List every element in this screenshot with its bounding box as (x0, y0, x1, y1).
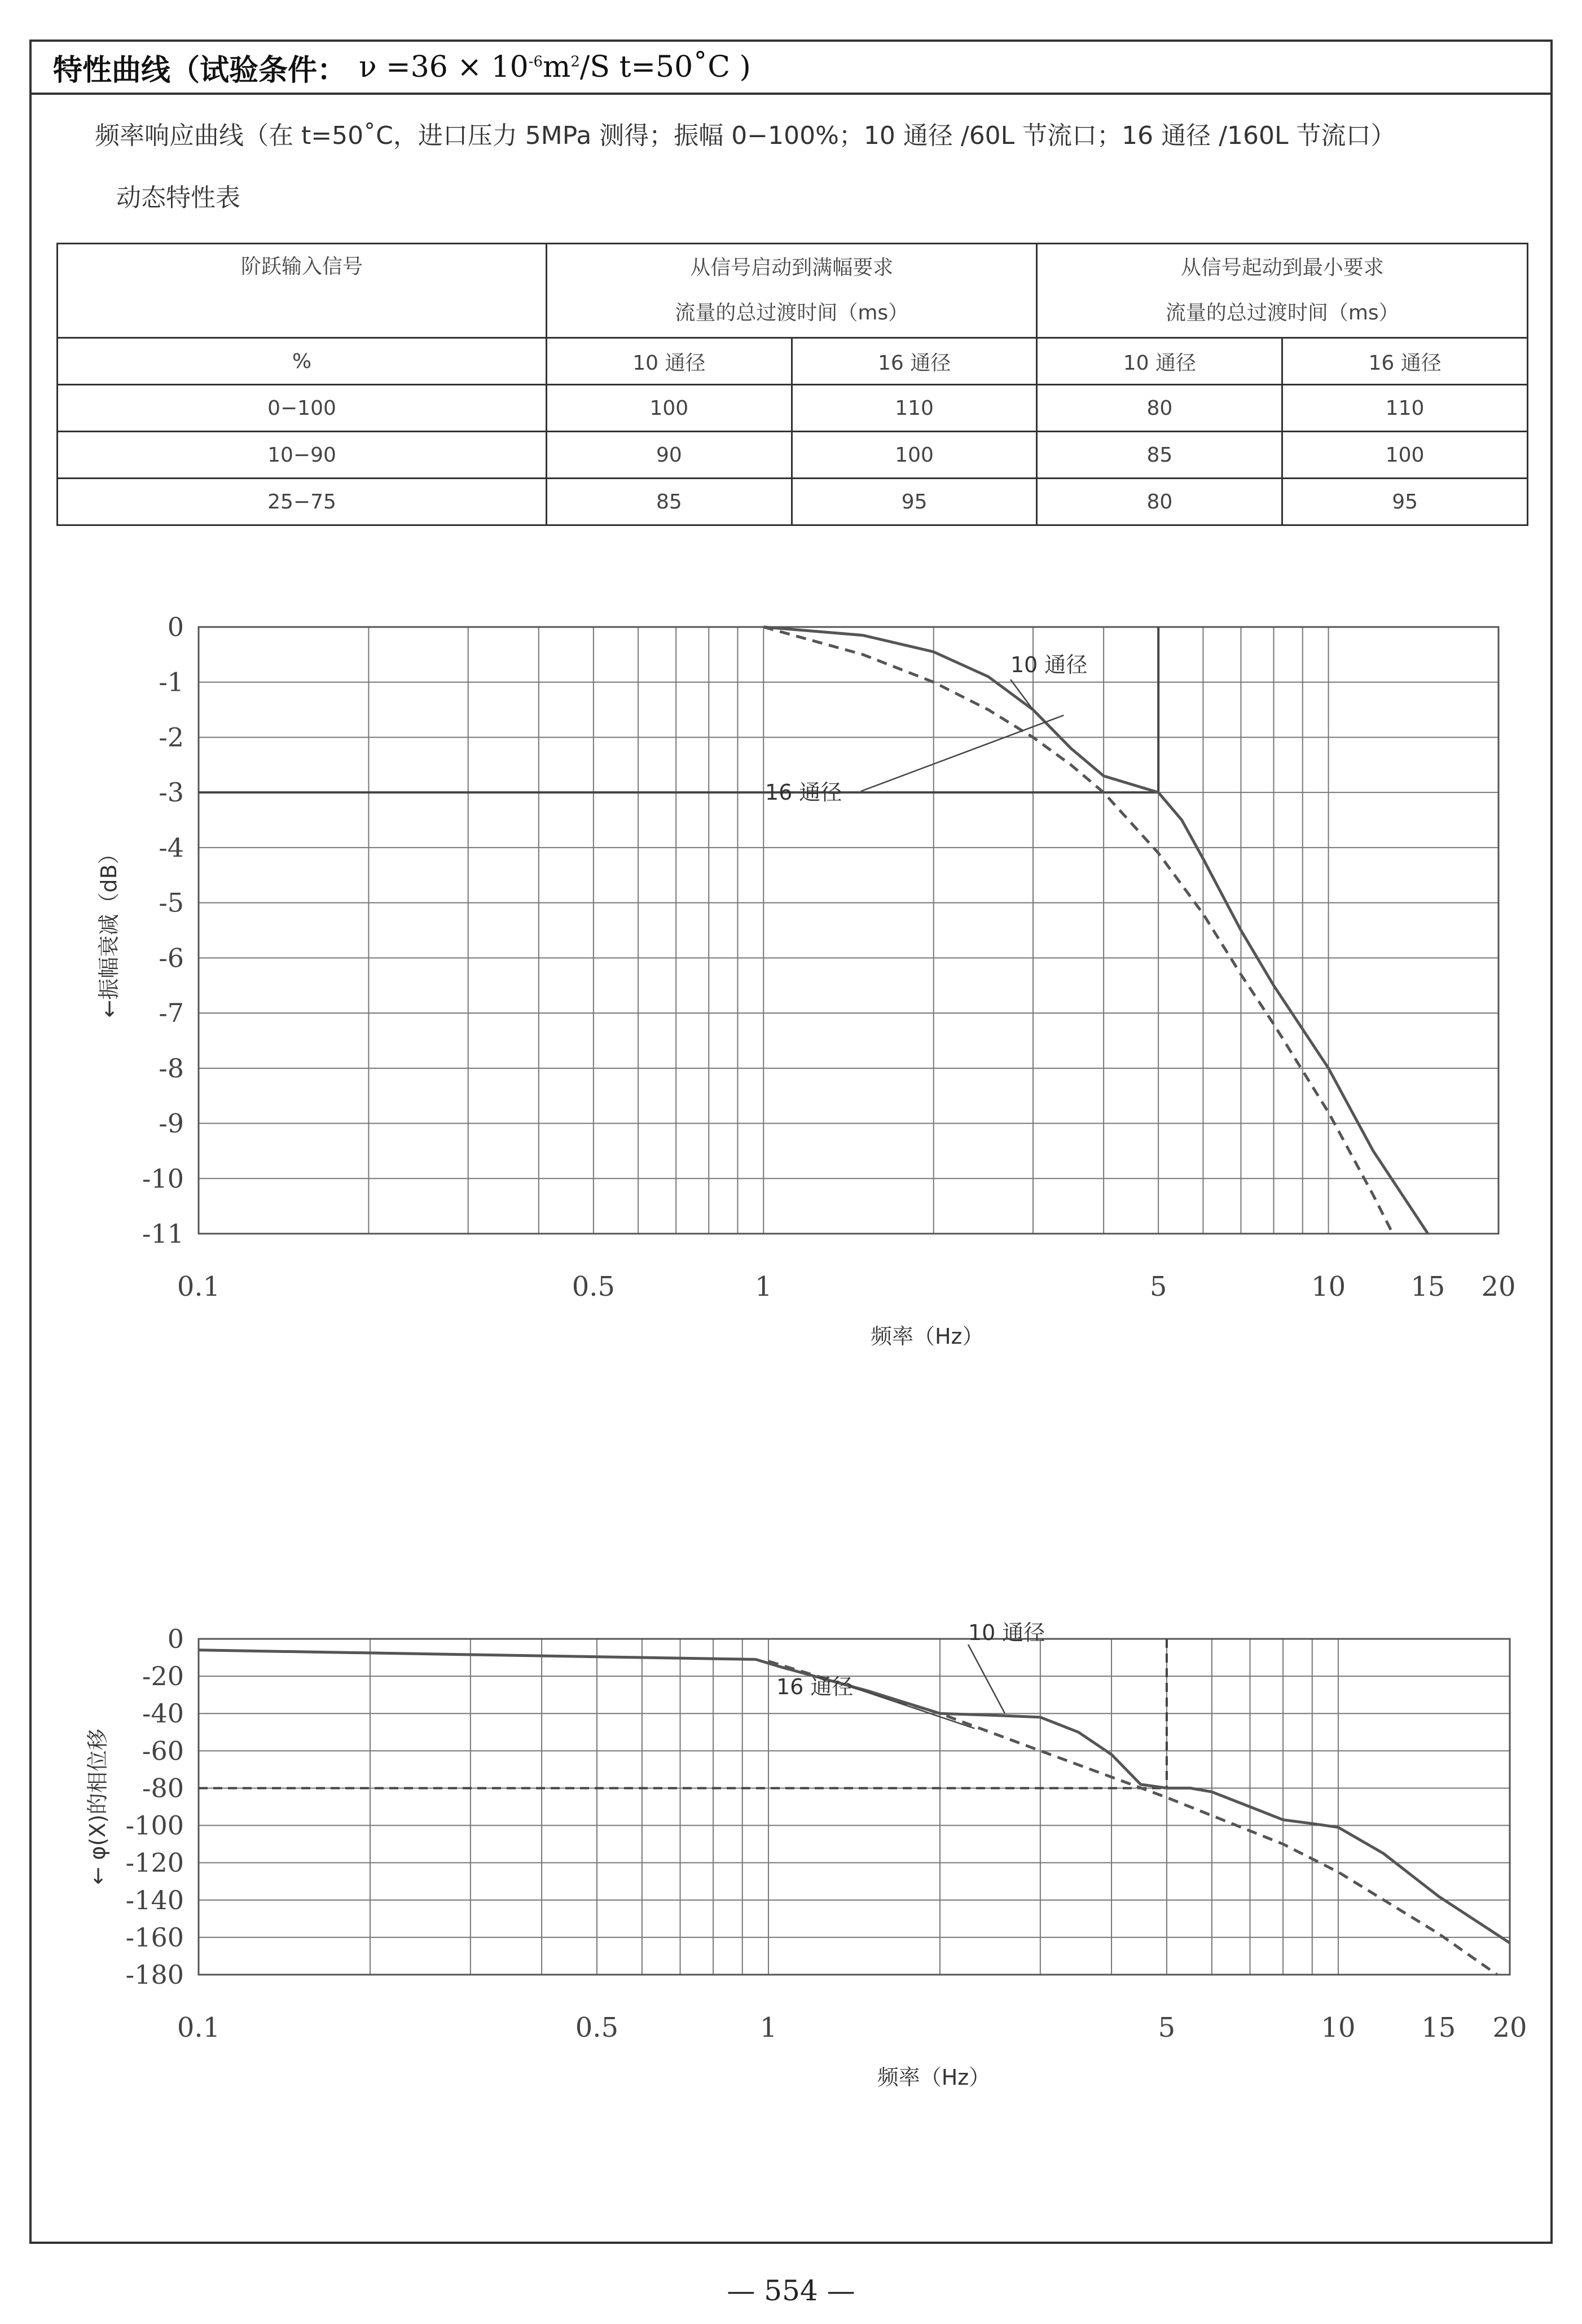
y-tick-label: -120 (125, 1847, 184, 1878)
y-tick-label: -180 (125, 1959, 184, 1990)
y-tick-label: -6 (159, 942, 184, 974)
subheader-cell: 10 通径 (1037, 338, 1282, 385)
x-tick-label: 5 (1158, 2012, 1176, 2044)
table-cell: 95 (792, 479, 1037, 525)
amplitude-chart (32, 567, 1550, 1503)
y-tick-label: -100 (125, 1810, 184, 1841)
dynamic-characteristics-table (56, 243, 1528, 526)
y-tick-label: -5 (159, 887, 184, 918)
table-cell: 85 (547, 479, 792, 525)
table-row (58, 385, 1528, 432)
y-tick-label: -8 (159, 1053, 184, 1084)
header-step-input: 阶跃输入信号 (58, 244, 547, 338)
page-frame (29, 40, 1553, 2244)
x-axis-label: 频率（Hz） (877, 2065, 991, 2090)
y-tick-label: -1 (159, 666, 184, 698)
table-cell: 100 (792, 432, 1037, 479)
phase-chart (32, 1588, 1550, 2198)
table-cell: 95 (1282, 479, 1528, 525)
title-text: 特性曲线（试验条件： (53, 53, 347, 87)
cond-part-a: ν =36 × 10 (359, 50, 529, 84)
series-label-16: 16 通径 (776, 1674, 854, 1699)
x-tick-label: 5 (1149, 1271, 1167, 1303)
series-label-10: 10 通径 (968, 1620, 1045, 1645)
y-tick-label: 0 (167, 1624, 184, 1654)
dynamic-table-title: 动态特性表 (116, 183, 240, 212)
series-line-10 (199, 1650, 1510, 1943)
table-cell: 110 (792, 385, 1037, 432)
y-tick-label: -7 (159, 998, 184, 1029)
test-conditions (359, 50, 751, 84)
y-tick-label: -40 (142, 1698, 184, 1729)
x-tick-label: 15 (1410, 1271, 1445, 1303)
y-tick-label: -160 (125, 1922, 184, 1953)
y-tick-label: -10 (142, 1163, 184, 1194)
annotation-leader (968, 1645, 1005, 1713)
y-tick-label: -20 (142, 1661, 184, 1692)
header-full-flow-line2: 流量的总过渡时间（ms） (675, 301, 909, 325)
amplitude-chart-svg (32, 567, 1550, 1503)
table-cell: 10−90 (58, 432, 547, 479)
y-axis-label: ← φ(X)的相位移 (85, 1729, 110, 1885)
cond-part-b: m (543, 50, 571, 84)
series-label-10: 10 通径 (1010, 652, 1088, 677)
header-min-flow (1037, 244, 1528, 338)
cond-exponent-2: 2 (570, 53, 580, 71)
page-title (32, 42, 1550, 95)
frequency-response-subtitle: 频率响应曲线（在 t=50˚C，进口压力 5MPa 测得；振幅 0−100%；10 通径 /60L 节流口；16 通径 /160L 节流口） (95, 121, 1396, 150)
table-cell: 100 (1282, 432, 1528, 479)
y-tick-label: -140 (125, 1884, 184, 1915)
x-tick-label: 20 (1492, 2012, 1527, 2044)
y-tick-label: -9 (159, 1108, 184, 1139)
table-cell: 80 (1037, 479, 1282, 525)
table-cell: 25−75 (58, 479, 547, 525)
header-min-flow-line2: 流量的总过渡时间（ms） (1165, 301, 1399, 325)
annotation-leader (852, 1687, 974, 1729)
x-tick-label: 0.5 (575, 2012, 619, 2044)
header-full-flow (547, 244, 1037, 338)
cond-exponent-1: -6 (528, 53, 543, 71)
x-tick-label: 15 (1421, 2012, 1456, 2044)
y-tick-label: -11 (142, 1218, 184, 1249)
subheader-cell: 10 通径 (547, 338, 792, 385)
y-tick-label: 0 (167, 612, 184, 642)
table-row (58, 479, 1528, 525)
series-label-16: 16 通径 (765, 780, 842, 805)
x-tick-label: 20 (1481, 1271, 1516, 1303)
y-tick-label: -3 (159, 777, 184, 808)
y-tick-label: -4 (159, 832, 184, 863)
plot-area-border (199, 627, 1498, 1234)
x-tick-label: 10 (1321, 2012, 1356, 2044)
cond-part-c: /S t=50˚C ) (579, 50, 751, 84)
x-tick-label: 0.5 (572, 1271, 616, 1303)
subheader-cell: 16 通径 (792, 338, 1037, 385)
table-cell: 110 (1282, 385, 1528, 432)
x-tick-label: 0.1 (177, 1271, 221, 1303)
table-cell: 80 (1037, 385, 1282, 432)
page-number: — 554 — (727, 2274, 855, 2307)
x-tick-label: 0.1 (177, 2012, 221, 2044)
subheader-cell: 16 通径 (1282, 338, 1528, 385)
phase-chart-svg (32, 1588, 1550, 2198)
y-tick-label: -60 (142, 1735, 184, 1766)
table-cell: 100 (547, 385, 792, 432)
y-tick-label: -2 (159, 722, 184, 753)
x-tick-label: 1 (759, 2012, 777, 2044)
series-line-16 (763, 627, 1392, 1234)
plot-area-border (199, 1639, 1510, 1975)
header-full-flow-line1: 从信号启动到满幅要求 (690, 256, 894, 279)
table-cell: 0−100 (58, 385, 547, 432)
series-line-16 (768, 1661, 1497, 1975)
header-min-flow-line1: 从信号起动到最小要求 (1180, 256, 1384, 279)
y-axis-label: ←振幅衰减（dB） (96, 843, 121, 1018)
table-cell: 85 (1037, 432, 1282, 479)
x-tick-label: 1 (755, 1271, 772, 1303)
x-axis-label: 频率（Hz） (870, 1324, 984, 1349)
y-tick-label: -80 (142, 1773, 184, 1804)
table-row (58, 432, 1528, 479)
unit-cell: % (58, 338, 547, 385)
table-cell: 90 (547, 432, 792, 479)
x-tick-label: 10 (1311, 1271, 1346, 1303)
